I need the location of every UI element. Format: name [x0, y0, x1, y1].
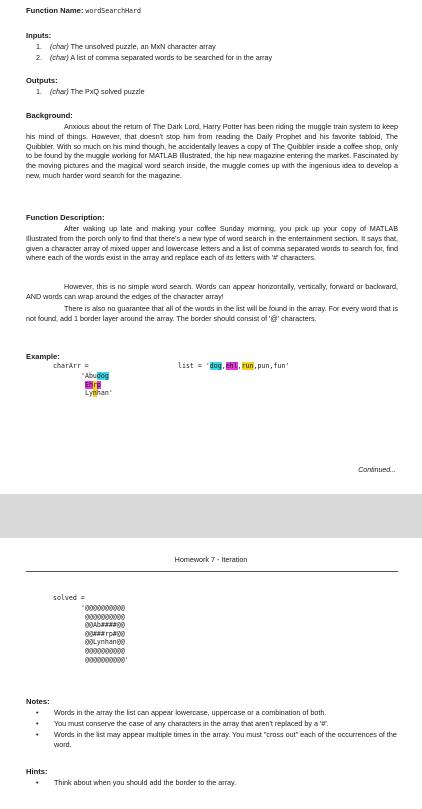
chararr-row-2: [81, 381, 113, 390]
function-name-value: wordSearchHard: [85, 7, 141, 15]
description-text-1: After waking up late and making your coffee Sunday morning, you pick up your copy of MATLAB Illustrated from the porch only to find that there's a new type of word search in the entertainment section. It says that, given a character array of mixed upper and lowercase letters and a list of comma separated words to search for, find where each of the words exist in the array and replace each of its letters with '#' characters.: [26, 224, 398, 263]
bullet-icon: •: [36, 778, 39, 787]
inputs-heading: Inputs:: [26, 31, 52, 40]
item-text: [50, 41, 216, 52]
item-type: (char): [50, 87, 69, 96]
example-heading: Example:: [26, 352, 60, 361]
note-item: Words in the array the list can appear lowercase, uppercase or a combination of both.: [54, 708, 327, 717]
continued-note: Continued...: [358, 467, 396, 474]
item-text: [50, 86, 145, 97]
hints-heading: Hints:: [26, 767, 48, 776]
hint-item: Think about when you should add the border to the array.: [54, 778, 237, 787]
solved-label: solved =: [53, 594, 85, 602]
chararr-row-3: Lynhan': [81, 389, 113, 398]
solved-row: @@@@@@@@@@: [85, 612, 125, 621]
highlight-p: p: [96, 380, 101, 389]
list-line: list = 'dog,ehl,run,pun,fun': [178, 362, 290, 370]
bullet-icon: •: [36, 708, 39, 717]
note-item: You must conserve the case of any characters in the array that aren't replaced by a '#'.: [54, 719, 329, 728]
item-text: [50, 52, 272, 63]
item-desc: A list of comma separated words to be searched for in the array: [70, 53, 273, 62]
solved-row: @@@@@@@@@@': [85, 655, 129, 664]
item-number: 1.: [36, 42, 42, 51]
note-item: Words in the list may appear multiple times in the array. You must "cross out" each of the occurrences of the word.: [54, 730, 397, 749]
solved-row: @@@@@@@@@@: [85, 646, 125, 655]
header-divider: [26, 571, 398, 572]
description-paragraph-1: [26, 224, 398, 263]
highlight-eh: Eh: [84, 380, 93, 389]
solved-row: @@###rp#@@: [85, 629, 125, 638]
item-type: (char): [50, 42, 69, 51]
list-word-run: run: [241, 362, 254, 370]
chararr-row-1: 'Abudog: [81, 372, 109, 380]
description-text-3: There is also no guarantee that all of the words in the list will be found in the array. For every word that is not found, add 1 border layer around the array. The border should consist of '@' characters.: [26, 304, 398, 323]
item-type: (char): [50, 53, 69, 62]
background-paragraph: [26, 122, 398, 181]
chararr-grid: [81, 372, 113, 398]
item-number: 2.: [36, 53, 42, 62]
description-paragraph-2: [26, 282, 398, 302]
highlight-dog: dog: [96, 372, 109, 380]
chararr-label: charArr =: [53, 362, 89, 370]
list-label: list =: [178, 362, 202, 370]
list-suffix: ,pun,fun': [253, 362, 290, 370]
bullet-icon: •: [36, 719, 39, 728]
description-heading: Function Description:: [26, 213, 105, 222]
solved-row: @@Lynhan@@: [85, 638, 125, 647]
item-desc: The unsolved puzzle, an MxN character array: [70, 42, 216, 51]
solved-grid: [81, 604, 129, 664]
highlight-r: r: [92, 380, 97, 389]
background-heading: Background:: [26, 111, 73, 120]
outputs-heading: Outputs:: [26, 76, 58, 85]
bullet-icon: •: [36, 730, 39, 739]
function-name-line: [26, 6, 141, 15]
item-number: 1.: [36, 87, 42, 96]
background-text: Anxious about the return of The Dark Lord, Harry Potter has been riding the muggle train system to keep his mind of things. However, that doesn't stop him from reading the Daily Prophet and his favorite tabloid, The Quibbler. With so much on his mind though, he accidentally leaves a copy of The Quibbler inside a coffee shop, only to be found by the muggle working for MATLAB Illustrated, the hip new magazine entering the market. Fascinated by the moving pictures and the magical word search inside, the muggle comes up with the ingenious idea to develop a new, much harder word search for the magazine.: [26, 122, 398, 180]
item-desc: The PxQ solved puzzle: [70, 87, 145, 96]
list-prefix: ': [205, 362, 210, 370]
function-name-label: Function Name:: [26, 6, 84, 15]
list-word-ehl: ehl: [225, 362, 238, 370]
description-paragraph-3: [26, 304, 398, 324]
page-gap: [0, 494, 422, 538]
solved-row: '@@@@@@@@@@: [81, 604, 125, 612]
highlight-n: n: [92, 389, 97, 398]
page-header-title: Homework 7 - Iteration: [174, 555, 248, 564]
list-word-dog: dog: [209, 362, 222, 370]
notes-heading: Notes:: [26, 697, 50, 706]
solved-row: @@Ab####@@: [85, 621, 125, 630]
description-text-2: However, this is no simple word search. Words can appear horizontally, vertically, forward or backward, AND words can wrap around the edges of the character array!: [26, 282, 398, 301]
